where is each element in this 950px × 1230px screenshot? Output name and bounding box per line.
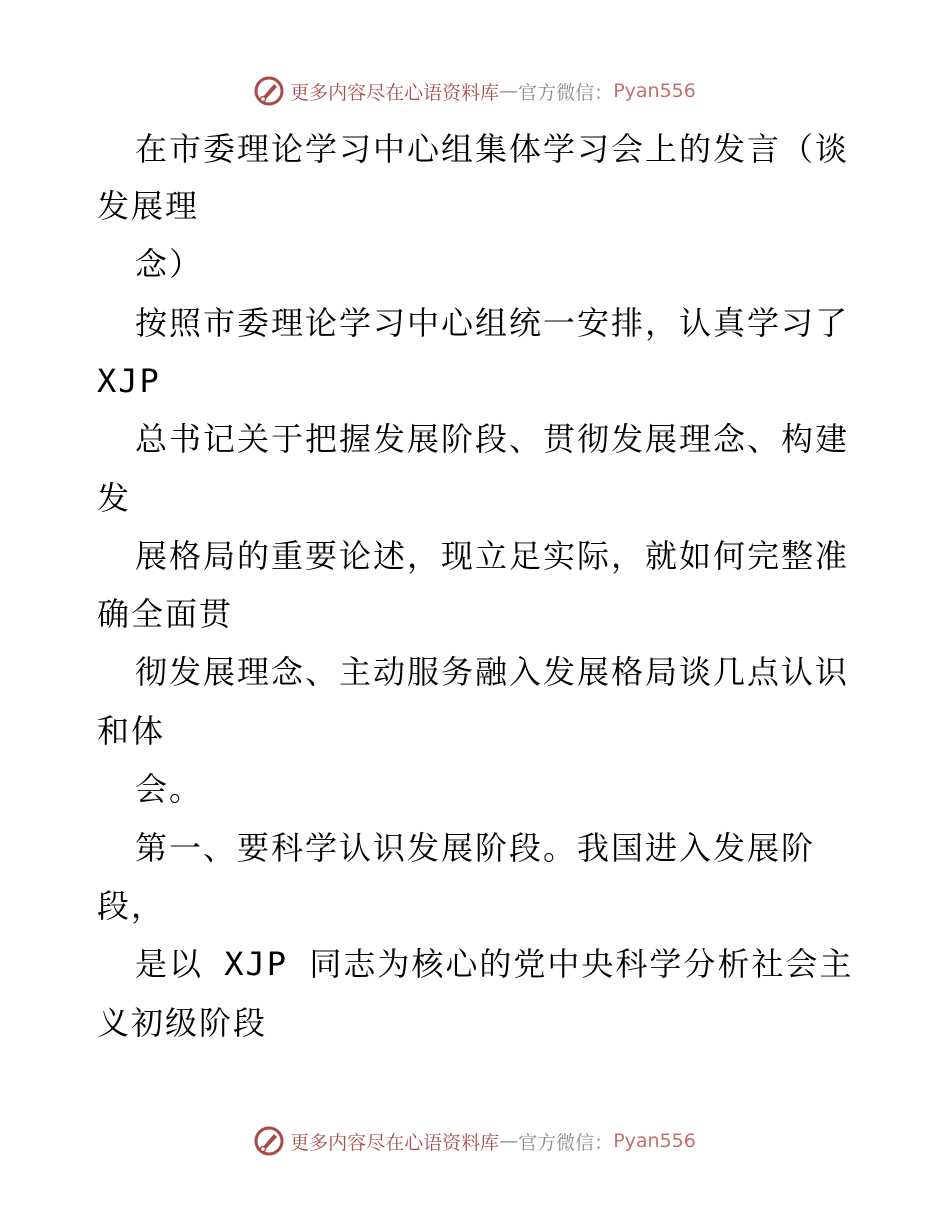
wechat-label: 官方微信： (518, 81, 614, 104)
text-line: 是以 XJP 同志为核心的党中央科学分析社会主 (135, 945, 854, 983)
site-name: 更多内容尽在心语资料库 (290, 81, 500, 104)
text-line: 和体 (97, 712, 166, 750)
header-banner (0, 71, 950, 111)
text-line: 义初级阶段 (97, 1004, 268, 1042)
text-line: 段， (97, 887, 166, 925)
site-name: 更多内容尽在心语资料库 (290, 1131, 500, 1154)
text-line: 总书记关于把握发展阶段、贯彻发展理念、构建 (135, 420, 850, 458)
wechat-id: Pyan556 (613, 80, 696, 102)
wechat-id: Pyan556 (613, 1130, 696, 1152)
text-line: 彻发展理念、主动服务融入发展格局谈几点认识 (135, 653, 850, 691)
wechat-label: 官方微信： (518, 1131, 614, 1154)
text-line: 在市委理论学习中心组集体学习会上的发言（谈 (135, 130, 850, 168)
pen-logo-icon (254, 1126, 284, 1156)
text-line: 展格局的重要论述，现立足实际，就如何完整准 (135, 537, 850, 575)
pen-logo-icon (254, 76, 284, 106)
text-line: 发展理 (97, 187, 200, 225)
text-line: 第一、要科学认识发展阶段。我国进入发展阶 (135, 829, 816, 867)
text-line: 按照市委理论学习中心组统一安排，认真学习了 (135, 304, 850, 342)
banner-separator: — (499, 80, 519, 102)
footer-banner (0, 1121, 950, 1161)
text-line: 确全面贯 (97, 595, 234, 633)
text-line: XJP (97, 362, 161, 400)
text-line: 念） (135, 245, 204, 283)
text-line: 发 (97, 479, 132, 517)
banner-separator: — (499, 1130, 519, 1152)
text-line: 会。 (135, 770, 204, 808)
